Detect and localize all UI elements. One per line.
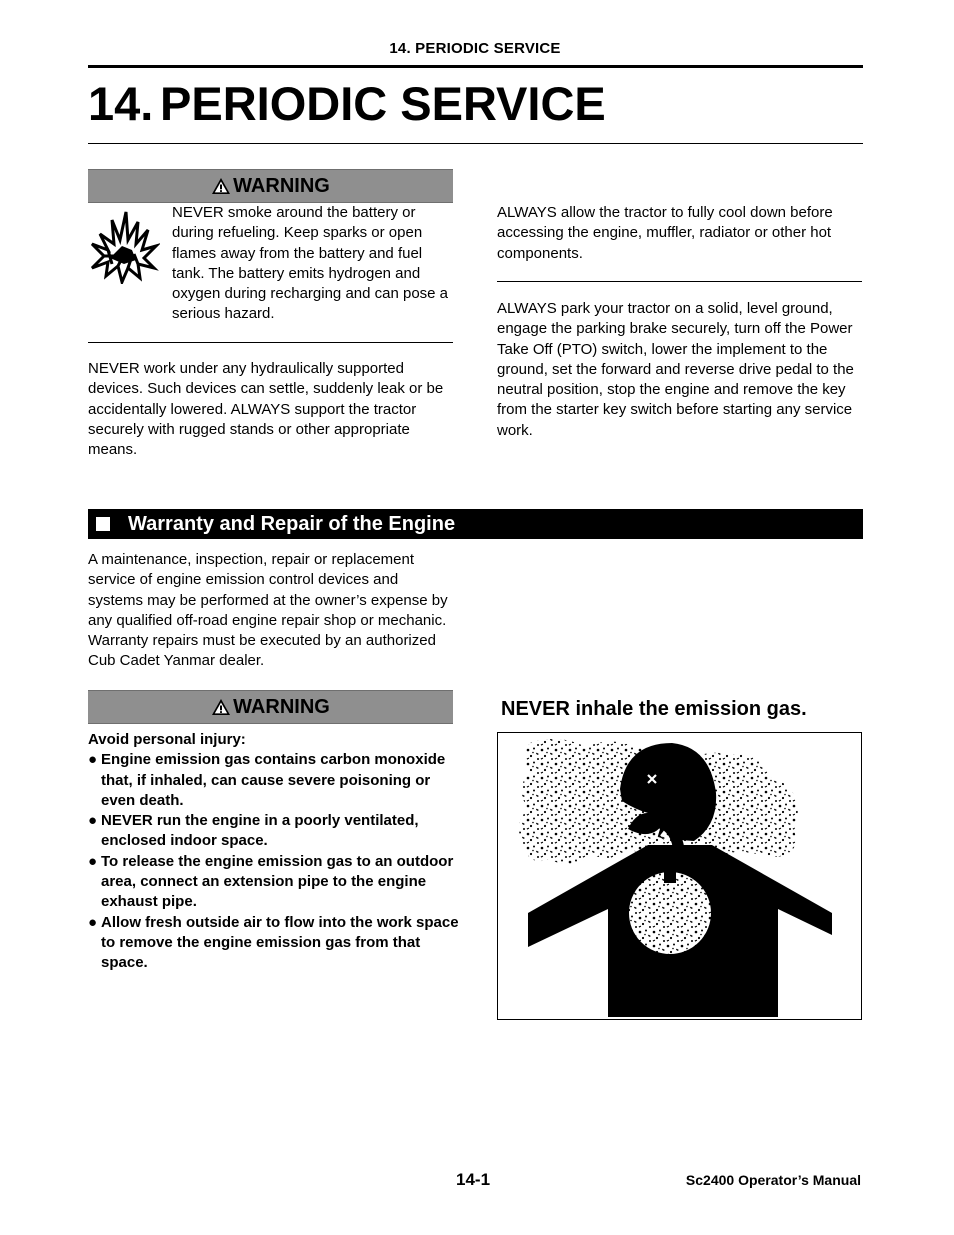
- section-heading: [88, 509, 863, 539]
- emission-caption: NEVER inhale the emission gas.: [501, 698, 807, 720]
- chapter-title-text: PERIODIC SERVICE: [160, 77, 606, 130]
- divider: [88, 342, 453, 343]
- section-title: Warranty and Repair of the Engine: [128, 512, 456, 535]
- warning-label: WARNING: [233, 174, 330, 197]
- list-item: ● Allow fresh outside air to flow into the work space to remove the engine emission gas from that space.: [88, 913, 459, 972]
- chapter-title: [88, 76, 606, 132]
- warning-label: WARNING: [233, 695, 330, 718]
- divider: [497, 281, 862, 282]
- square-bullet-icon: [96, 517, 110, 531]
- warning-triangle-icon: [211, 177, 231, 195]
- bullet-icon: ●: [88, 751, 98, 769]
- warning-triangle-icon: [211, 698, 231, 716]
- list-item: ● To release the engine emission gas to an outdoor area, connect an extension pipe to the engine exhaust pipe.: [88, 852, 454, 911]
- page-number: 14-1: [456, 1170, 491, 1189]
- gas-inhalation-hazard-icon: [497, 732, 862, 1020]
- bullet-icon: ●: [88, 913, 98, 931]
- chapter-number: 14.: [88, 77, 154, 130]
- parking-text: ALWAYS park your tractor on a solid, level ground, engage the parking brake securely, turn off the Power Take Off (PTO) switch, lower the implement to the ground, set the forward and reverse drive pedal to the neutral position, stop the engine and remove the key from the starter key switch before starting any service work.: [497, 300, 854, 439]
- bullet-icon: ●: [88, 852, 98, 870]
- section-body-text: A maintenance, inspection, repair or replacement service of engine emission control devices and systems may be performed at the owner’s expense by any qualified off-road engine repair shop or mechanic. Warranty repairs must be executed by an authorized Cub Cadet Yanmar dealer.: [88, 551, 448, 670]
- emission-warning-list: [88, 730, 463, 974]
- warning-intro: Avoid personal injury:: [88, 731, 246, 748]
- bullet-icon: ●: [88, 812, 98, 830]
- cool-down-text: ALWAYS allow the tractor to fully cool down before accessing the engine, muffler, radiator or other hot components.: [497, 204, 833, 262]
- running-header: 14. PERIODIC SERVICE: [389, 40, 561, 57]
- warning-battery-text: NEVER smoke around the battery or during refueling. Keep sparks or open flames away from the battery and fuel tank. The battery emits hydrogen and oxygen during recharging and can pose a serious hazard.: [172, 204, 449, 323]
- manual-name: Sc2400 Operator’s Manual: [685, 1172, 861, 1188]
- title-rule: [88, 143, 863, 144]
- hydraulic-warning-text: NEVER work under any hydraulically supported devices. Such devices can settle, suddenly leak or be accidentally lowered. ALWAYS support the tractor securely with rugged stands or other appropriate means.: [88, 360, 444, 459]
- explosion-icon: [88, 206, 160, 284]
- header-rule: [88, 65, 863, 68]
- list-item: ● NEVER run the engine in a poorly ventilated, enclosed indoor space.: [88, 812, 419, 850]
- list-item: ● Engine emission gas contains carbon monoxide that, if inhaled, can cause severe poisoning or even death.: [88, 751, 446, 809]
- warning-banner: [88, 169, 453, 203]
- warning-banner: [88, 690, 453, 724]
